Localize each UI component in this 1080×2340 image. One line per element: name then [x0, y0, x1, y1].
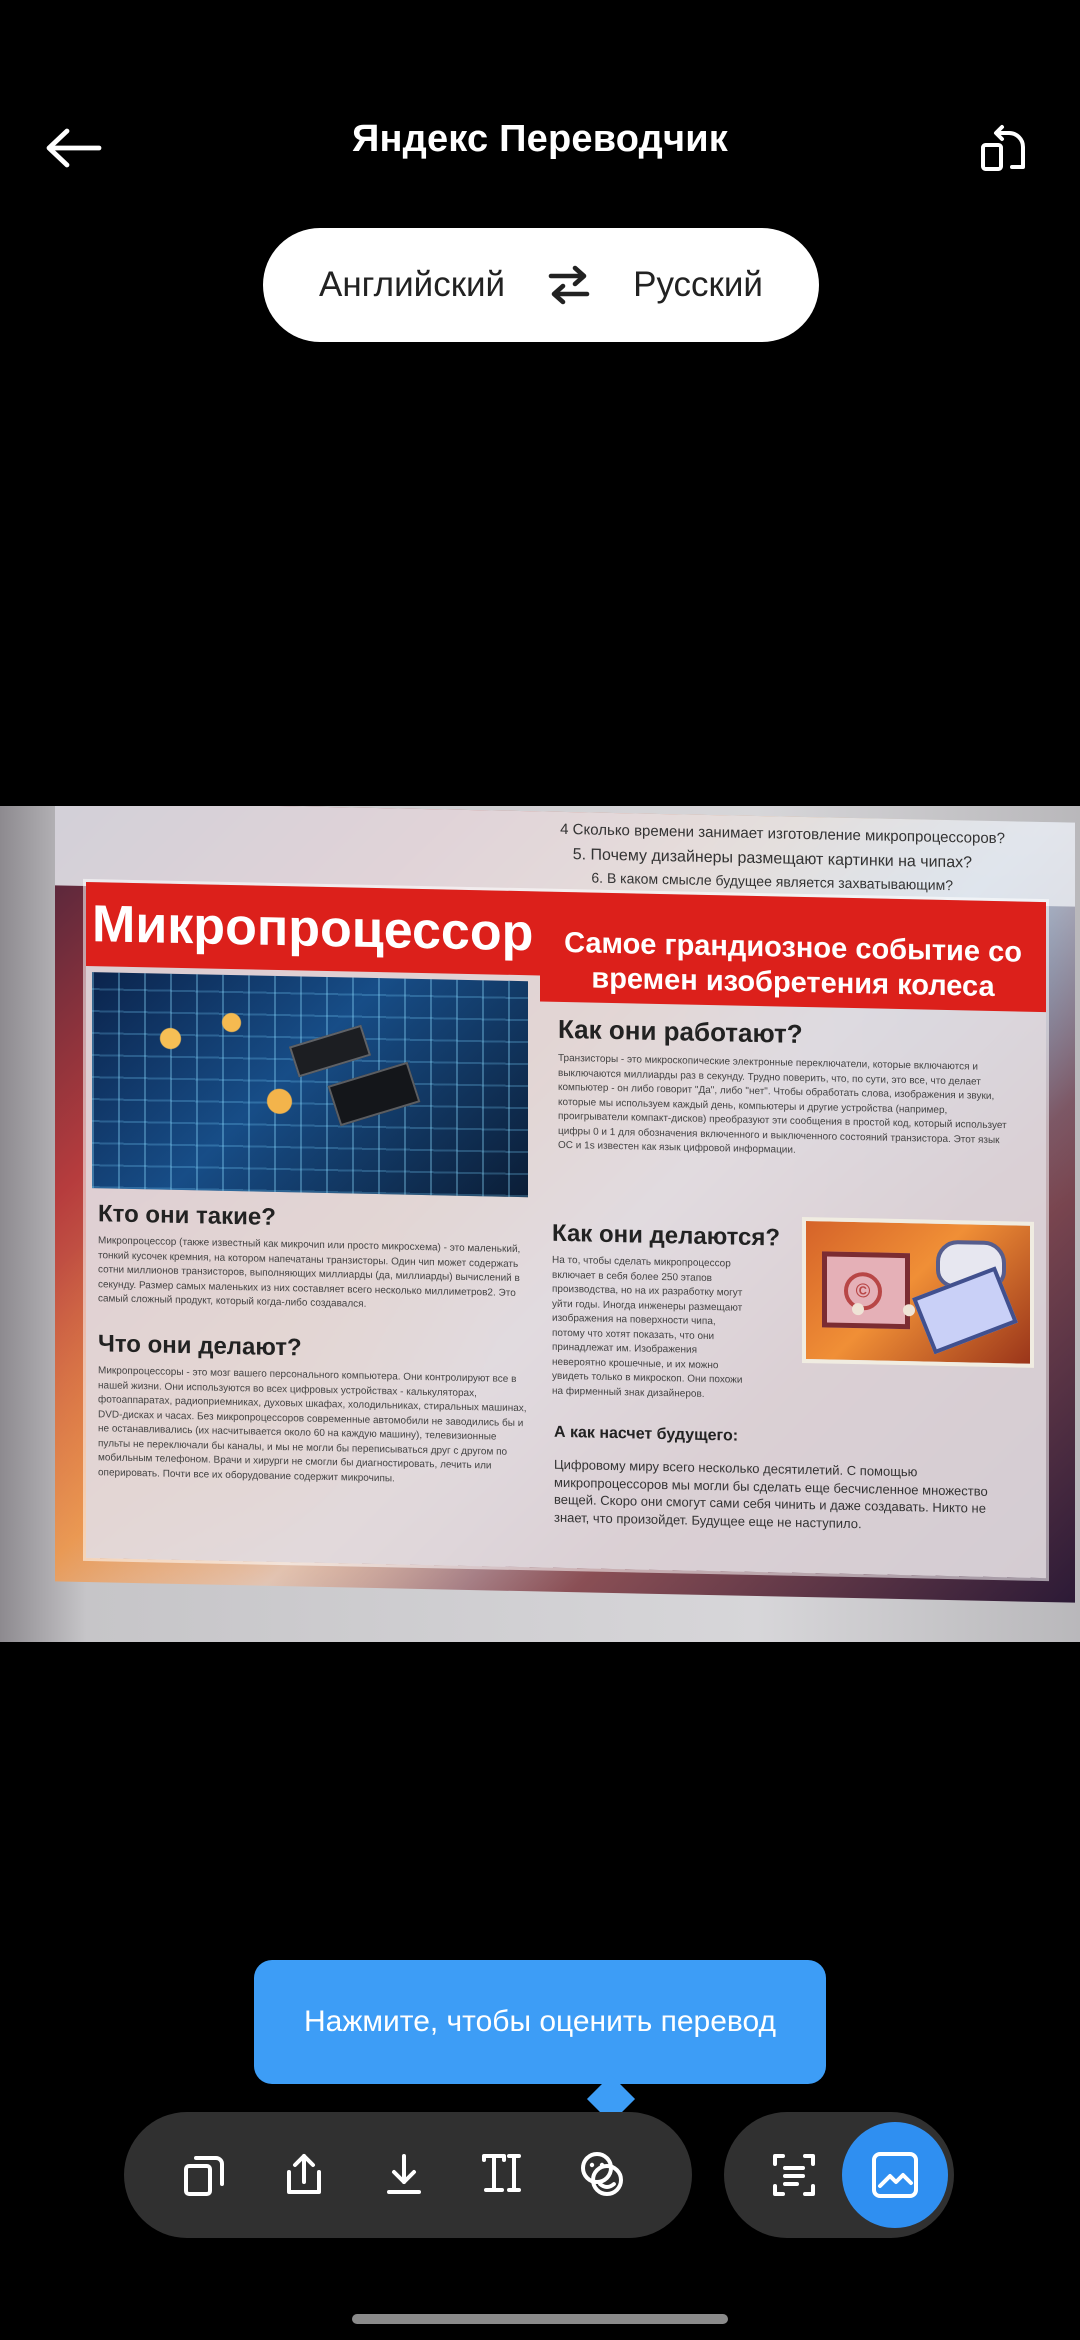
share-button[interactable]: [272, 2143, 336, 2207]
scan-text-icon: [767, 2148, 821, 2202]
hero-subtitle: Самое грандиозное событие со времен изобретения колеса: [540, 891, 1046, 1012]
gallery-button[interactable]: [842, 2122, 948, 2228]
cart-icon: [822, 1251, 910, 1329]
download-button[interactable]: [372, 2143, 436, 2207]
hero-title: Микропроцессор: [86, 882, 540, 976]
poster-content: [86, 882, 1046, 1578]
rotate-icon: [979, 121, 1033, 175]
copy-icon: [180, 2150, 230, 2200]
question-6: 6. В каком смысле будущее является захватывающим?: [591, 869, 953, 894]
swap-languages-button[interactable]: [539, 255, 599, 315]
wheel-icon: [852, 1303, 864, 1315]
home-indicator[interactable]: [352, 2314, 728, 2324]
chip-shape: [289, 1025, 371, 1078]
rate-translation-icon: [575, 2148, 629, 2202]
question-5: 5. Почему дизайнеры размещают картинки на чипах?: [572, 846, 972, 872]
future-title: А как насчет будущего:: [554, 1423, 739, 1445]
rate-translation-tooltip[interactable]: Нажмите, чтобы оценить перевод: [254, 1960, 826, 2084]
translated-photo: [0, 806, 1080, 1642]
text-icon: [476, 2148, 530, 2202]
source-language[interactable]: Английский: [319, 265, 506, 304]
how-work-body: Транзисторы - это микроскопические электронные переключатели, которые включаются и выключаются миллиарды раз в секунду. Трудно поверить, что, по сути, это все, что делает компьютер - он либо говорит "Да", либо "нет". Чтобы обработать слова, изображения и звуки, которые мы используем каждый день, компьютеры и другие устройства (например, проигрыватели компакт-дисков) преобразуют эти сообщения в простой код, который использует цифры 0 и 1 для обозначения включенного и выключенного состояний транзистора. Этот язык ОС и 1s известен как язык цифровой информации.: [558, 1052, 1007, 1156]
page-title: Яндекс Переводчик: [351, 118, 729, 160]
copy-button[interactable]: [173, 2143, 237, 2207]
rate-translation-button[interactable]: [570, 2143, 634, 2207]
target-language[interactable]: Русский: [633, 265, 763, 304]
how-work-title: Как они работают?: [558, 1013, 803, 1049]
chip-art-image: [802, 1217, 1034, 1368]
copyright-icon: ©: [844, 1272, 882, 1311]
what-body: Микропроцессоры - это мозг вашего персонального компьютера. Они контролируют все в нашей жизни. Они используются во всех цифровых устройствах - калькуляторах, фотоаппаратах, радиоприемниках, духовых шкафах, холодильниках, стиральных машинах, DVD-дисках и часах. Без микропроцессоров современные автомобили не заводились бы и не останавливались (их насчитывается около 60 на каждую машину), телевизионные пульты не переключали бы каналы, и мы не могли бы переписываться друг с другом по мобильным телефоном. Врачи и хирурги не смогли бы диагностировать, лечить или оперировать. Почти все их оборудование содержит микрочипы.: [98, 1365, 527, 1484]
action-toolbar: [124, 2112, 692, 2238]
swap-icon: [545, 263, 593, 307]
who-body: Микропроцессор (также известный как микрочип или просто микросхема) - это маленький, тонкий кусочек кремния, на котором напечатаны транзисторы. Один чип может содержать сотни миллионов транзисторов, выполняющих миллиарды (да, миллиарды) вычислений в секунду. Размер самых маленьких из них составляет всего несколько миллиметров2. Это самый сложный продукт, который когда-либо создавался.: [98, 1235, 521, 1310]
circuit-board-image: [92, 972, 528, 1197]
download-icon: [379, 2148, 429, 2202]
how-made-title: Как они делаются?: [552, 1219, 781, 1252]
wheel-icon: [903, 1304, 915, 1316]
scan-text-button[interactable]: [762, 2143, 826, 2207]
text-mode-button[interactable]: [471, 2143, 535, 2207]
rotate-button[interactable]: [968, 110, 1044, 186]
future-body: Цифровому миру всего несколько десятилетий. С помощью микропроцессоров мы могли бы сделать еще бесчисленное множество вещей. Скоро они смогут сами себя чинить и даже создавать. Никто не знает, что произойдет. Будущее еще не наступило.: [554, 1456, 988, 1531]
who-title: Кто они такие?: [98, 1200, 276, 1231]
question-4: 4 Сколько времени занимает изготовление микропроцессоров?: [560, 820, 1005, 848]
chip-shape: [328, 1062, 421, 1127]
language-selector: [263, 228, 819, 342]
share-icon: [279, 2148, 329, 2202]
mode-toolbar: [724, 2112, 954, 2238]
poster: [55, 806, 1075, 1603]
how-made-body: На то, чтобы сделать микропроцессор включает в себя более 250 этапов производства, но на их разработку могут уйти годы. Иногда инженеры размещают изображения на поверхности чипа, потому что хотят показать, что они принадлежат им. Изображения невероятно крошечные, и их можно увидеть только в микроскоп. Они похожи на фирменный знак дизайнеров.: [552, 1254, 743, 1400]
what-title: Что они делают?: [98, 1330, 302, 1362]
gallery-icon: [866, 2146, 924, 2204]
